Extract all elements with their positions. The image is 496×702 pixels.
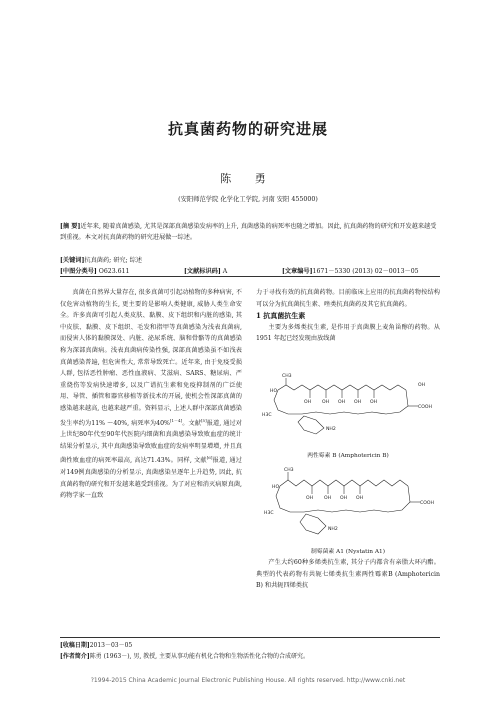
- footnote-rule: [60, 637, 440, 638]
- abstract-text: 近年来, 随着真菌感染, 尤其是深部真菌感染发病率的上升, 真菌感染的病死率也随之增加。因此, 抗真菌药物的研究和开发越来越受到重视。本文对抗真菌药物的研究进展做一综述。: [60, 223, 437, 241]
- affiliation: (安阳师范学院 化学化工学院, 河南 安阳 455000): [178, 196, 318, 203]
- oh-label: OH: [338, 400, 346, 405]
- right-paragraph-bottom: 产生大约60种多烯类抗生素, 其分子内都含有亲脂大环内酯。典型的代表药物有共轭七烯类抗生素两性霉素B (Amphotericin B) 和共轭四烯类抗: [256, 559, 440, 590]
- clc-value: O623.611: [98, 268, 130, 275]
- oh-label: OH: [306, 496, 314, 501]
- abstract-label: [摘 要]: [60, 223, 81, 230]
- header-rule: [60, 276, 440, 277]
- left-text-3: 报道, 通过对上世纪80年代至90年代医院内细菌和真菌感染导致败血症的统计结果分析显示, 其中真菌感染导致败血症的发病率明显增增, 并且真菌性败血症的病死率最高, 高达71.43%。同样, 文献: [60, 419, 242, 465]
- figure-2-caption: [256, 546, 440, 555]
- citation-1: [1－4]: [169, 417, 183, 423]
- oh-label: OH: [370, 400, 378, 405]
- methyl-label: CH3: [284, 468, 294, 473]
- right-paragraph-top: 力于寻找有效的抗真菌药物。目前临床上应用的抗真菌药物按结构可以分为抗真菌抗生素、唑类抗真菌药及其它抗真菌药。: [256, 289, 440, 308]
- nystatin-a1-structure: [258, 464, 442, 536]
- received-value: 2013－03－05: [89, 642, 133, 649]
- oh-label: OH: [304, 400, 312, 405]
- oh-label: OH: [324, 496, 332, 501]
- left-text-1: 真菌在自然界大量存在, 很多真菌可引起动植物的多种病害, 不仅危害动植物的生长, 更主要的是影响人类健康, 威胁人类生命安全。许多真菌可引起人类皮肤、黏膜、皮下组织和内脏的感染, 其中皮肤、黏膜、皮下组织、毛发和指甲等真菌感染为浅表真菌病, 而侵害人体的黏膜深处、内脏、泌尿系统、脑和骨骼等的真菌感染称为深部真菌病。浅表真菌病传染性强, 深部真菌感染虽不如浅表真菌感染普遍, 但危害性大, 常常导致死亡。近年来, 由于免疫受损人群, 包括恶性肿瘤、恶性血液病、艾滋病、SARS、糖尿病、严重烧伤等发病快速增多, 以及广谱抗生素和免疫抑制剂的广泛使用、导管、插管和器官移植等新技术的开展, 使机会性深部真菌的感染越来越高, 也越来越严重。资料显示, 上述人群中深部真菌感染发生率约为11% ～40%, 病死率为40%: [60, 289, 242, 427]
- paper-title: 抗真菌药物的研究进展: [167, 120, 328, 138]
- footnotes: [60, 640, 440, 662]
- abstract: [60, 222, 438, 243]
- clc-label: [中图分类号]: [60, 268, 97, 275]
- doc-code-label: [文献标识码]: [183, 268, 221, 275]
- left-paragraph: [60, 287, 242, 502]
- h3c-label: H3C: [264, 511, 274, 516]
- left-column: [60, 287, 242, 502]
- keywords: [60, 255, 438, 264]
- oh-label: OH: [340, 496, 348, 501]
- ho-label: HO: [270, 389, 278, 394]
- keywords-label: [关键词]: [60, 257, 85, 264]
- methyl-label: CH3: [282, 374, 292, 379]
- figure-2-label-right: (Nystatin A1): [345, 549, 385, 555]
- section-1-heading: 1 抗真菌抗生素: [256, 311, 306, 321]
- oh-label: OH: [418, 383, 426, 388]
- figure-2-label-left: 制霉菌素 A1: [310, 549, 344, 555]
- author-name: 陈 勇: [220, 172, 276, 185]
- nh2-label: NH2: [328, 527, 338, 532]
- article-no-label: [文章编号]: [281, 268, 313, 275]
- citation-3: [6]: [206, 455, 213, 461]
- author-note: [60, 651, 440, 662]
- author-note-value: 陈勇 (1963－), 男, 教授, 主要从事功能有机化合物和生物活性化合物的合成研究。: [89, 653, 309, 660]
- received-label: [收稿日期]: [60, 642, 90, 649]
- cooh-label: COOH: [420, 501, 434, 506]
- classification-line: [60, 266, 460, 275]
- article-no-value: 1671－5330 (2013) 02－0013－05: [312, 268, 419, 275]
- author-note-label: [作者简介]: [60, 653, 90, 660]
- copyright-banner: ?1994-2015 China Academic Journal Electronic Publishing House. All rights reserved. http://www.cnki.net: [90, 677, 406, 684]
- right-column-top: [256, 287, 440, 345]
- doc-code-value: A: [222, 268, 228, 275]
- oh-label: OH: [354, 400, 362, 405]
- right-column-bottom: [256, 557, 440, 592]
- keywords-text: 抗真菌药; 研究; 综述: [84, 257, 143, 264]
- section-1-text: 主要为多烯类抗生素, 是作用于真菌膜上麦角甾醇的药物。从 1951 年起已经发现由放线菌: [256, 323, 440, 343]
- ho-label: HO: [272, 485, 280, 490]
- nh2-label: NH2: [326, 427, 336, 432]
- figure-1-caption: 两性霉素 B (Amphotericin B): [307, 453, 389, 459]
- received-date: [60, 640, 440, 651]
- left-text-2: 。文献: [182, 419, 201, 427]
- left-text-4: 报道, 通过对149例真菌感染的分析显示, 真菌感染呈逐年上升趋势, 因此, 抗真菌药物的研究和开发越来越受到重视。为了对应和消灭病原真菌, 药物学家一直致: [60, 457, 242, 500]
- oh-label: OH: [356, 496, 364, 501]
- amphotericin-b-structure: [258, 370, 442, 436]
- citation-2: [5]: [201, 417, 207, 423]
- oh-label: OH: [322, 400, 330, 405]
- cooh-label: COOH: [418, 405, 432, 410]
- h3c-label: H3C: [262, 413, 272, 418]
